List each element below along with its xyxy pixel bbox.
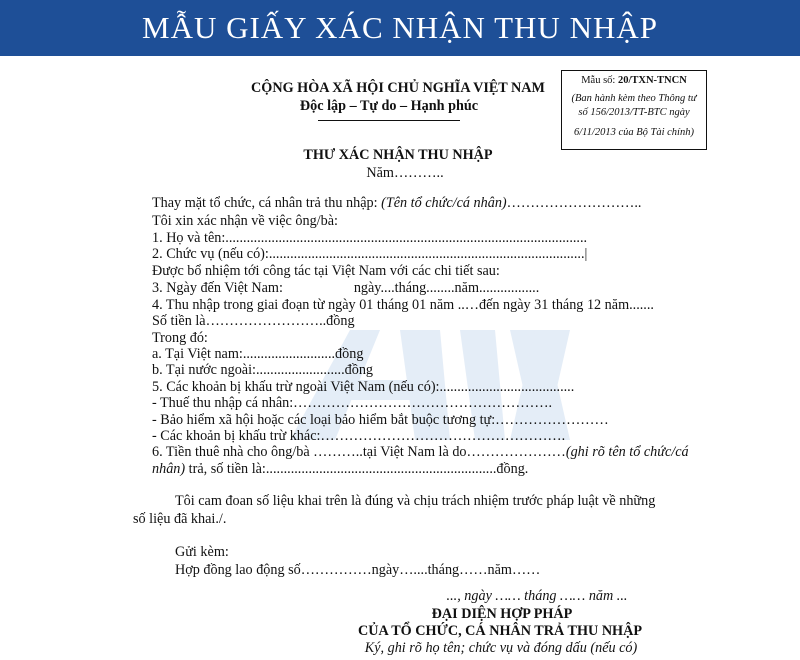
banner	[0, 0, 800, 56]
payer-label: Thay mặt tổ chức, cá nhân trả thu nhập:	[152, 195, 382, 211]
other-deductions-line: - Các khoản bị khấu trừ khác:…………………………………………….	[152, 428, 566, 444]
confirm-line: Tôi xin xác nhận về việc ông/bà:	[152, 213, 338, 229]
document-title: THƯ XÁC NHẬN THU NHẬP	[303, 147, 493, 163]
national-motto: Độc lập – Tự do – Hạnh phúc	[299, 98, 479, 114]
country-name: CỘNG HÒA XÃ HỘI CHỦ NGHĨA VIỆT NAM	[251, 80, 545, 96]
signature-title2: CỦA TỔ CHỨC, CÁ NHÂN TRẢ THU NHẬP	[357, 623, 643, 639]
attachment-label: Gửi kèm:	[175, 544, 229, 560]
including-line: Trong đó:	[152, 330, 208, 346]
deductions-line: 5. Các khoản bị khấu trừ ngoài Việt Nam (nếu có):......................................	[152, 379, 575, 395]
vietnam-amount-line: a. Tại Việt nam:..........................đồng	[152, 346, 364, 362]
header-divider	[318, 120, 460, 121]
banner-title: MẪU GIẤY XÁC NHẬN THU NHẬP	[142, 10, 658, 45]
signature-instruction: Ký, ghi rõ họ tên; chức vụ và đóng dấu (nếu có)	[364, 640, 638, 656]
income-tax-line: - Thuế thu nhập cá nhân:……………………………………………….	[152, 395, 553, 411]
form-label: Mẫu số:	[581, 75, 618, 86]
document-year: Năm………..	[366, 165, 444, 181]
appointment-line: Được bổ nhiệm tới công tác tại Việt Nam với các chi tiết sau:	[152, 263, 500, 279]
income-period-line: 4. Thu nhập trong giai đoạn từ ngày 01 tháng 01 năm ..…đến ngày 31 tháng 12 năm.......	[152, 297, 654, 313]
housing-hint-cont: nhân)	[152, 461, 186, 477]
signature-title1: ĐẠI DIỆN HỢP PHÁP	[431, 606, 573, 622]
position-line: 2. Chức vụ (nếu có):.........................................................................................|	[152, 246, 588, 262]
form-ref-line2: số 156/2013/TT-BTC ngày	[578, 107, 690, 118]
housing-text: 6. Tiền thuê nhà cho ông/bà ………..tại Việt Nam là do…………………	[152, 444, 566, 460]
full-name-line: 1. Họ và tên:......................................................................................................	[152, 230, 588, 246]
housing-hint: (ghi rõ tên tổ chức/cá	[565, 444, 689, 460]
declaration-line1: Tôi cam đoan số liệu khai trên là đúng và chịu trách nhiệm trước pháp luật về những	[175, 493, 656, 509]
amount-line: Số tiền là……………………..đồng	[152, 313, 355, 329]
form-code: 20/TXN-TNCN	[617, 75, 687, 86]
form-ref-line1: (Ban hành kèm theo Thông tư	[571, 93, 697, 104]
attachment-item: Hợp đồng lao động số……………ngày…....tháng……năm……	[175, 562, 541, 578]
housing-amount: trả, số tiền là:.................................................................đồng.	[185, 461, 529, 477]
payer-hint: (Tên tổ chức/cá nhân)	[381, 195, 507, 211]
insurance-line: - Bảo hiểm xã hội hoặc các loại bảo hiểm bắt buộc tương tự:……………………	[152, 412, 609, 428]
signing-date: ..., ngày …… tháng …… năm ...	[446, 588, 628, 604]
housing-line	[152, 445, 689, 459]
abroad-amount-line: b. Tại nước ngoài:.........................đồng	[152, 362, 374, 378]
payer-line	[152, 196, 641, 210]
payer-dots: ………………………..	[506, 195, 642, 211]
housing-amount-line	[152, 462, 528, 476]
arrival-date-line: 3. Ngày đến Việt Nam: ngày....tháng........năm.................	[152, 280, 540, 296]
declaration-line2: số liệu đã khai./.	[133, 511, 227, 527]
form-reference-box	[561, 70, 707, 150]
form-ref-line3: 6/11/2013 của Bộ Tài chính)	[574, 127, 694, 138]
